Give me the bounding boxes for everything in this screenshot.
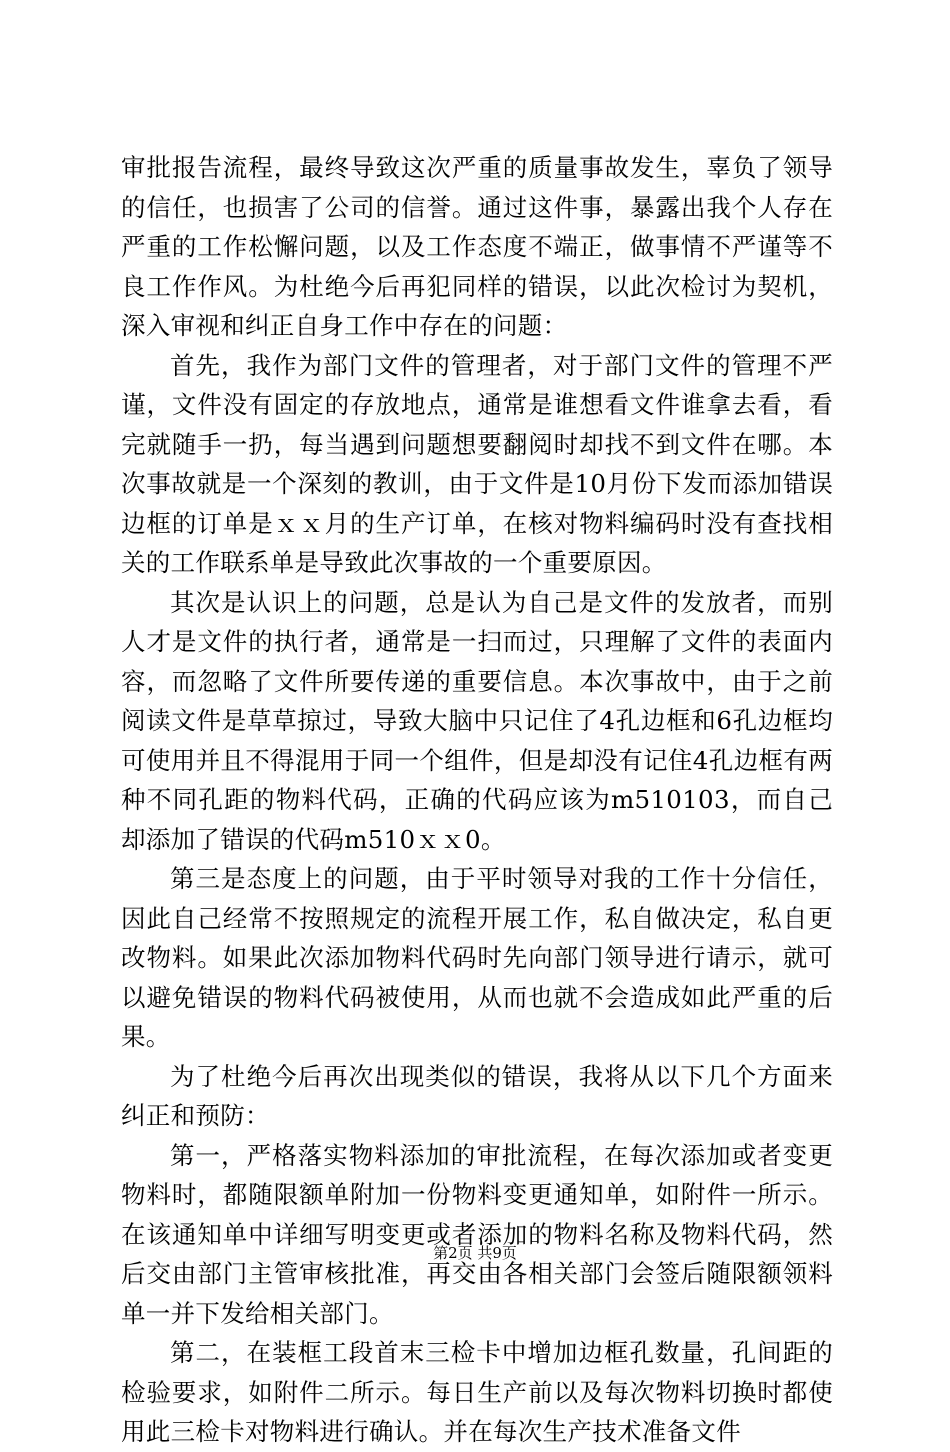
paragraph-continuation: 审批报告流程，最终导致这次严重的质量事故发生，辜负了领导的信任，也损害了公司的信誉。通过这件事，暴露出我个人存在严重的工作松懈问题，以及工作态度不端正，做事情不严谨等不良工作作风。为杜绝今后再犯同样的错误，以此次检讨为契机，深入审视和纠正自身工作中存在的问题：	[121, 153, 833, 340]
paragraph-first-issue: 首先，我作为部门文件的管理者，对于部门文件的管理不严谨，文件没有固定的存放地点，通常是谁想看文件谁拿去看，看完就随手一扔，每当遇到问题想要翻阅时却找不到文件在哪。本次事故就是一个深刻的教训，由于文件是10月份下发而添加错误边框的订单是ｘｘ月的生产订单，在核对物料编码时没有查找相关的工作联系单是导致此次事故的一个重要原因。	[121, 350, 833, 577]
page-number-footer: 第2页 共9页	[433, 1244, 517, 1262]
paragraph-second-issue: 其次是认识上的问题，总是认为自己是文件的发放者，而别人才是文件的执行者，通常是一扫而过，只理解了文件的表面内容，而忽略了文件所要传递的重要信息。本次事故中，由于之前阅读文件是草草掠过，导致大脑中只记住了4孔边框和6孔边框均可使用并且不得混用于同一个组件，但是却没有记住4孔边框有两种不同孔距的物料代码，正确的代码应该为m510103，而自己却添加了错误的代码m510ｘｘ0。	[121, 587, 833, 854]
paragraph-measure-one: 第一，严格落实物料添加的审批流程，在每次添加或者变更物料时，都随限额单附加一份物料变更通知单，如附件一所示。在该通知单中详细写明变更或者添加的物料名称及物料代码，然后交由部门主管审核批准，再交由各相关部门会签后随限额领料单一并下发给相关部门。	[121, 1140, 833, 1328]
paragraph-third-issue: 第三是态度上的问题，由于平时领导对我的工作十分信任，因此自己经常不按照规定的流程开展工作，私自做决定，私自更改物料。如果此次添加物料代码时先向部门领导进行请示，就可以避免错误的物料代码被使用，从而也就不会造成如此严重的后果。	[121, 864, 833, 1051]
paragraph-measure-two: 第二，在装框工段首末三检卡中增加边框孔数量，孔间距的检验要求，如附件二所示。每日生产前以及每次物料切换时都使用此三检卡对物料进行确认。并在每次生产技术准备文件	[121, 1338, 833, 1446]
paragraph-prevention-intro: 为了杜绝今后再次出现类似的错误，我将从以下几个方面来纠正和预防：	[121, 1061, 833, 1130]
